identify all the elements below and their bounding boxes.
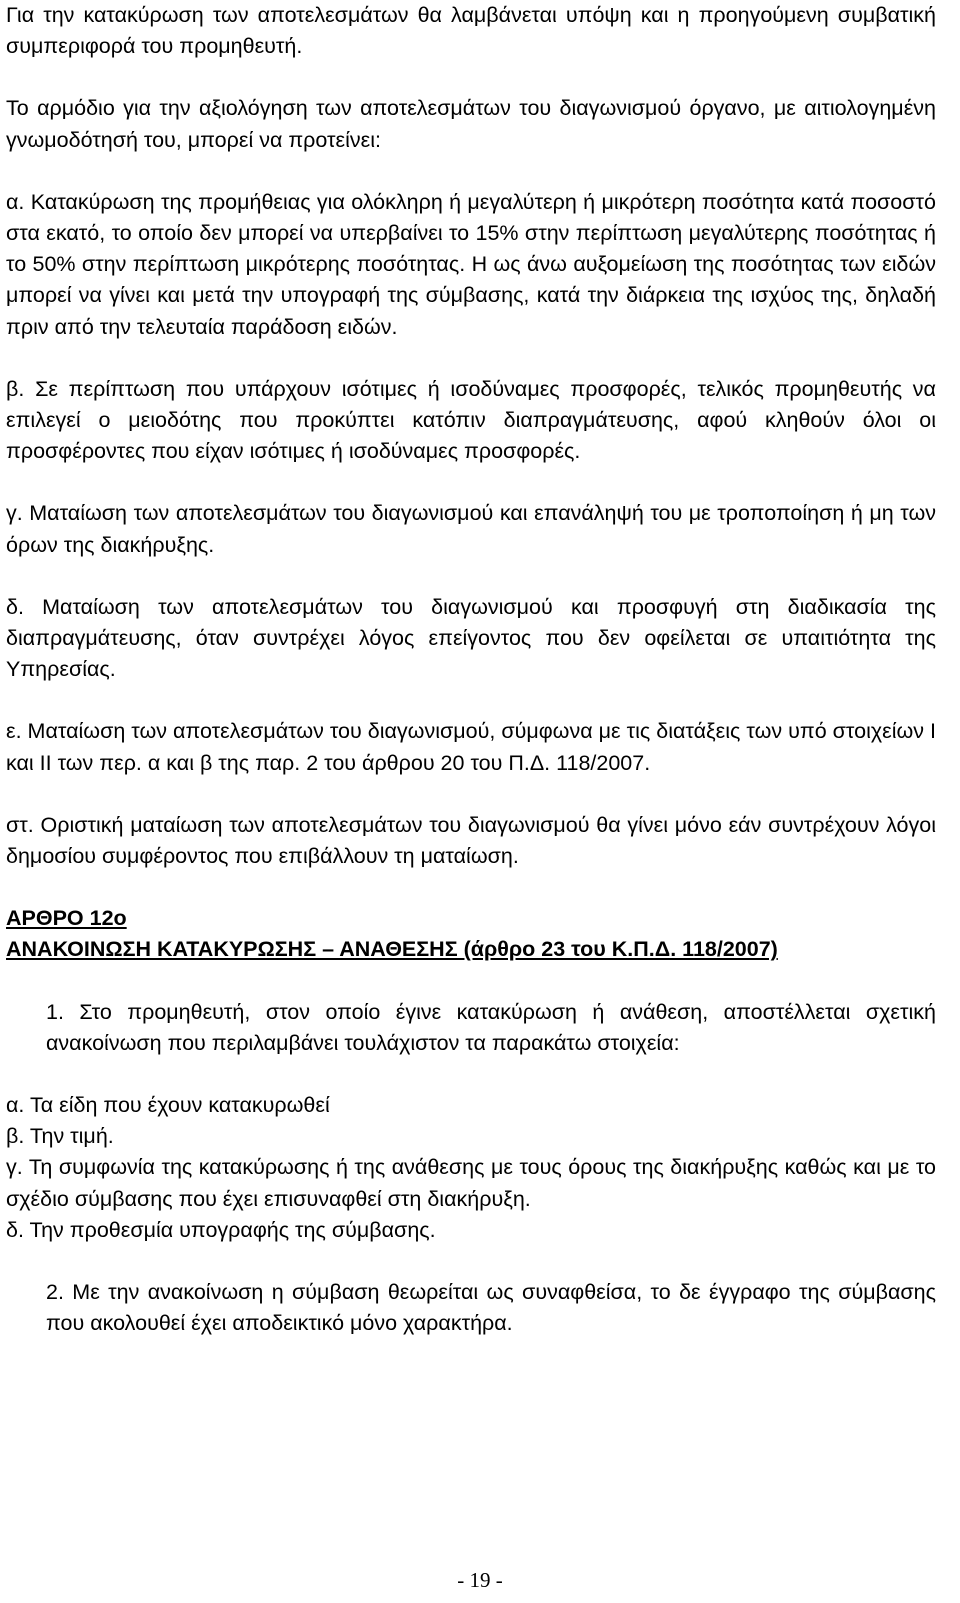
article-number: ΑΡΘΡΟ 12ο	[6, 906, 127, 931]
paragraph-intro: Για την κατακύρωση των αποτελεσμάτων θα λαμβάνεται υπόψη και η προηγούμενη συμβατική συμπεριφορά του προμηθευτή.	[6, 3, 936, 59]
list-item-a: α. Κατακύρωση της προμήθειας για ολόκληρη ή μεγαλύτερη ή μικρότερη ποσότητα κατά ποσοστό στα εκατό, το οποίο δεν μπορεί να υπερβαίνει το 15% στην περίπτωση μεγαλύτερης ποσότητας ή το 50% στην περίπτωση μικρότερης ποσότητας. Η ως άνω αυξομείωση της ποσότητας των ειδών μπορεί να γίνει και μετά την υπογραφή της σύμβασης, κατά την διάρκεια της ισχύος της, δηλαδή πριν από την τελευταία παράδοση ειδών.	[6, 189, 936, 339]
page-number: - 19 -	[457, 1568, 503, 1592]
clause-1: 1. Στο προμηθευτή, στον οποίο έγινε κατακύρωση ή ανάθεση, αποστέλλεται σχετική ανακοίνωση που περιλαμβάνει τουλάχιστον τα παρακάτω στοιχεία:	[46, 999, 936, 1055]
clause-1-item-d: δ. Την προθεσμία υπογραφής της σύμβασης.	[6, 1217, 436, 1242]
list-item-st: στ. Οριστική ματαίωση των αποτελεσμάτων του διαγωνισμού θα γίνει μόνο εάν συντρέχουν λόγοι δημοσίου συμφέροντος που επιβάλλουν τη ματαίωση.	[6, 812, 936, 869]
list-item-d: δ. Ματαίωση των αποτελεσμάτων του διαγωνισμού και προσφυγή στη διαδικασία της διαπραγμάτευσης, όταν συντρέχει λόγος επείγοντος που δεν οφείλεται σε υπαιτιότητα της Υπηρεσίας.	[6, 594, 936, 682]
clause-1-item-b: β. Την τιμή.	[6, 1124, 114, 1149]
list-item-b: β. Σε περίπτωση που υπάρχουν ισότιμες ή ισοδύναμες προσφορές, τελικός προμηθευτής να επιλεγεί ο μειοδότης που προκύπτει κατόπιν διαπραγμάτευσης, αφού κληθούν όλοι οι προσφέροντες που είχαν ισότιμες ή ισοδύναμες προσφορές.	[6, 376, 936, 464]
clause-1-item-c: γ. Τη συμφωνία της κατακύρωσης ή της ανάθεσης με τους όρους της διακήρυξης καθώς και με το σχέδιο σύμβασης που έχει επισυναφθεί στη διακήρυξη.	[6, 1155, 936, 1211]
list-item-e: ε. Ματαίωση των αποτελεσμάτων του διαγωνισμού, σύμφωνα με τις διατάξεις των υπό στοιχείων Ι και ΙΙ των περ. α και β της παρ. 2 του άρθρου 20 του Π.Δ. 118/2007.	[6, 719, 936, 775]
clause-1-item-a: α. Τα είδη που έχουν κατακυρωθεί	[6, 1093, 330, 1118]
paragraph-evaluation-organ: Το αρμόδιο για την αξιολόγηση των αποτελεσμάτων του διαγωνισμού όργανο, με αιτιολογημένη γνωμοδότησή του, μπορεί να προτείνει:	[6, 96, 936, 152]
article-title: ΑΝΑΚΟΙΝΩΣΗ ΚΑΤΑΚΥΡΩΣΗΣ – ΑΝΑΘΕΣΗΣ (άρθρο 23 του Κ.Π.Δ. 118/2007)	[6, 937, 778, 962]
document-page	[6, 0, 936, 1340]
list-item-c: γ. Ματαίωση των αποτελεσμάτων του διαγωνισμού και επανάληψή του με τροποποίηση ή μη των όρων της διακήρυξης.	[6, 501, 936, 557]
clause-2: 2. Με την ανακοίνωση η σύμβαση θεωρείται ως συναφθείσα, το δε έγγραφο της σύμβασης που ακολουθεί έχει αποδεικτικό μόνο χαρακτήρα.	[46, 1280, 936, 1336]
